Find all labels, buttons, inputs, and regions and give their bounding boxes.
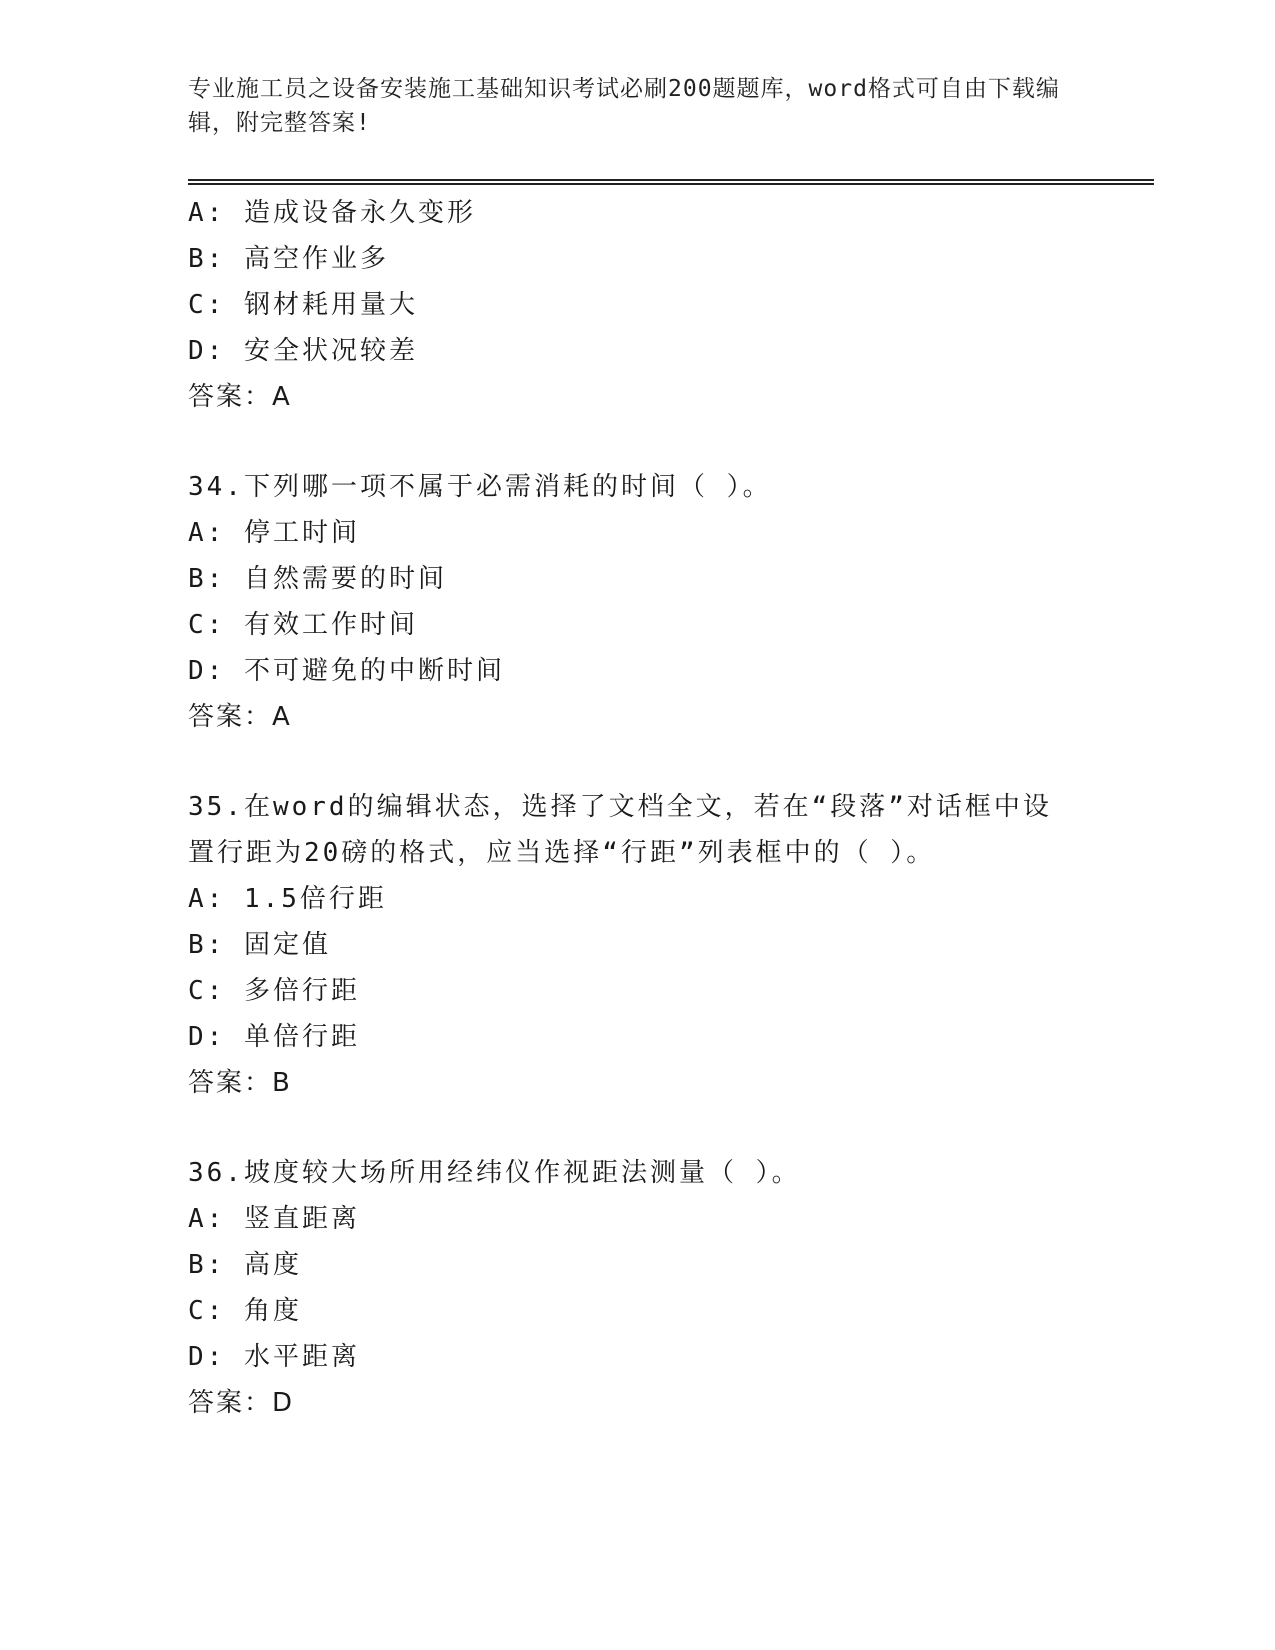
header-divider-top [188, 179, 1154, 181]
question-list [188, 190, 1148, 1426]
answer-line: 答案：D [188, 1388, 295, 1418]
question-34 [188, 464, 1148, 740]
option-c: C: 有效工作时间 [188, 610, 418, 640]
option-a: A: 停工时间 [188, 518, 360, 548]
option-a: A: 竖直距离 [188, 1204, 360, 1234]
document-header: 专业施工员之设备安装施工基础知识考试必刷200题题库，word格式可自由下载编辑，附完整答案! [188, 76, 1060, 136]
option-c: C: 多倍行距 [188, 976, 360, 1006]
answer-line: 答案：A [188, 382, 292, 412]
header-divider-bottom [188, 183, 1154, 185]
question-35 [188, 784, 1148, 1106]
option-b: B: 自然需要的时间 [188, 564, 447, 594]
option-c: C: 钢材耗用量大 [188, 290, 418, 320]
question-36 [188, 1150, 1148, 1426]
question-33 [188, 190, 1148, 420]
question-gap [188, 740, 1148, 784]
question-gap [188, 1106, 1148, 1150]
option-b: B: 高空作业多 [188, 244, 389, 274]
option-d: D: 安全状况较差 [188, 336, 418, 366]
option-d: D: 不可避免的中断时间 [188, 656, 505, 686]
question-gap [188, 420, 1148, 464]
answer-line: 答案：B [188, 1068, 292, 1098]
question-text: 36.坡度较大场所用经纬仪作视距法测量（ ）。 [188, 1158, 801, 1188]
answer-line: 答案：A [188, 702, 292, 732]
option-c: C: 角度 [188, 1296, 302, 1326]
option-a: A: 1.5倍行距 [188, 884, 387, 914]
question-text: 35.在word的编辑状态，选择了文档全文，若在“段落”对话框中设置行距为20磅的格式，应当选择“行距”列表框中的（ ）。 [188, 792, 1052, 868]
option-a: A: 造成设备永久变形 [188, 198, 476, 228]
question-text: 34.下列哪一项不属于必需消耗的时间（ ）。 [188, 472, 772, 502]
option-b: B: 固定值 [188, 930, 331, 960]
option-d: D: 水平距离 [188, 1342, 360, 1372]
option-b: B: 高度 [188, 1250, 302, 1280]
option-d: D: 单倍行距 [188, 1022, 360, 1052]
